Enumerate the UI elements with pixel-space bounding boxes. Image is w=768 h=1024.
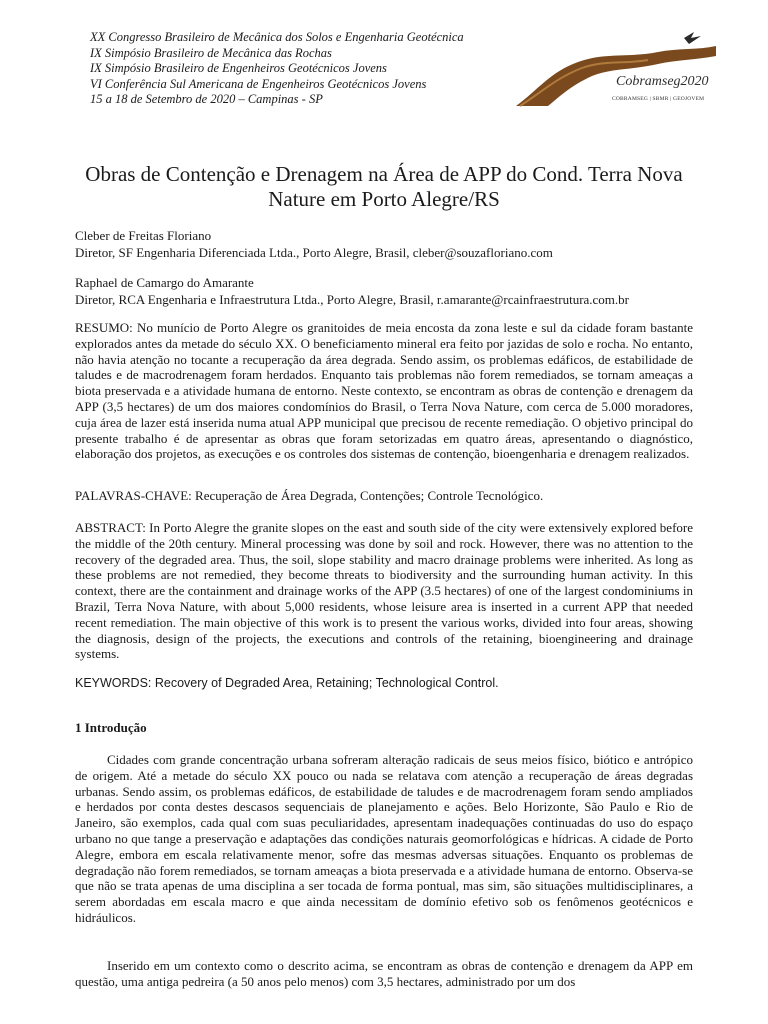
conference-header bbox=[90, 30, 520, 108]
bird-icon bbox=[684, 32, 701, 44]
palavras-chave: PALAVRAS-CHAVE: Recuperação de Área Degrada, Contenções; Controle Tecnológico. bbox=[75, 488, 544, 503]
author-affiliation: Diretor, RCA Engenharia e Infraestrutura Ltda., Porto Alegre, Brasil, r.amarante@rcainfraestrutura.com.br bbox=[75, 292, 629, 307]
section-heading: 1 Introdução bbox=[75, 720, 147, 735]
author-name: Cleber de Freitas Floriano bbox=[75, 228, 212, 243]
resumo-paragraph: RESUMO: No munício de Porto Alegre os granitoides de meia encosta da zona leste e sul da cidade foram bastante explorados antes da metade do século XX. O beneficiamento mineral era feito por jazidas de solo e rocha. No entanto, não havia atenção no tocante a recuperação da área degrada. Sendo assim, os problemas edáficos, de estabilidade de taludes e de macrodrenagem foram herdados. Enquanto tais problemas não forem remediados, se tornam ameaças a biota preservada e a atividade humana de entorno. Neste contexto, se encontram as obras de contenção e drenagem da APP (3,5 hectares) de um dos maiores condomínios do Brasil, o Terra Nova Nature, com cerca de 5.000 moradores, cuja área de lazer está inserida numa atual APP municipal que precisou de recente remediação. O objetivo principal do presente trabalho é de apresentar as obras que foram setorizadas em quatro áreas, apresentando o diagnóstico, elaboração dos projetos, as execuções e os controles dos sistemas de contenção, bioengenharia e drenagem realizados. bbox=[75, 320, 693, 462]
author-affiliation: Diretor, SF Engenharia Diferenciada Ltda., Porto Alegre, Brasil, cleber@souzafloriano.com bbox=[75, 245, 553, 260]
header-date: 15 a 18 de Setembro de 2020 – Campinas - SP bbox=[90, 92, 323, 106]
author-name: Raphael de Camargo do Amarante bbox=[75, 275, 254, 290]
intro-paragraph: Inserido em um contexto como o descrito acima, se encontram as obras de contenção e drenagem da APP em questão, uma antiga pedreira (a 50 anos pelo menos) com 3,5 hectares, administrado por um dos bbox=[75, 958, 693, 989]
paper-title: Obras de Contenção e Drenagem na Área de APP do Cond. Terra Nova Nature em Porto Alegre/RS bbox=[85, 162, 683, 211]
abstract-paragraph: ABSTRACT: In Porto Alegre the granite slopes on the east and south side of the city were extensively explored before the middle of the 20th century. Mineral processing was done by soil and rock. However, there was no attention to the recovery of the degraded area. Thus, the soil, slope stability and macro drainage problems were inherited. As long as these problems are not remedied, they become threats to biodiversity and the surrounding human activity. In this context, there are the containment and drainage works of the APP (3.5 hectares) of one of the largest condominiums in Brazil, Terra Nova Nature, with about 5,000 residents, whose leisure area is inserted in a current APP that needed recent remediation. The main objective of this work is to present the various works, divided into four areas, showing the diagnosis, design of the projects, the executions and controls of the retaining, bioengineering and drainage systems. bbox=[75, 520, 693, 662]
logo-wordmark: Cobramseg2020 bbox=[616, 74, 709, 89]
header-line: IX Simpósio Brasileiro de Engenheiros Geotécnicos Jovens bbox=[90, 61, 387, 75]
author-block-2 bbox=[75, 274, 695, 308]
header-line: VI Conferência Sul Americana de Engenheiros Geotécnicos Jovens bbox=[90, 76, 427, 91]
keywords: KEYWORDS: Recovery of Degraded Area, Retaining; Technological Control. bbox=[75, 676, 499, 690]
header-line: IX Simpósio Brasileiro de Mecânica das Rochas bbox=[90, 45, 332, 60]
author-block-1 bbox=[75, 227, 695, 261]
logo-subtitle: COBRAMSEG | SBMR | GEOJOVEM bbox=[612, 96, 705, 102]
intro-paragraph: Cidades com grande concentração urbana sofreram alteração radicais de seus meios físico, biótico e antrópico de origem. Até a metade do século XX pouco ou nada se relatava com atenção a recuperação de áreas degradas urbanas. Sendo assim, os problemas edáficos, de estabilidade de taludes e de macrodrenagem foram sendo ampliados e herdados por conta destes descasos sequenciais de planejamento e ações. Belo Horizonte, São Paulo e Rio de Janeiro, são exemplos, cada qual com suas peculiaridades, apresentam inadequações continuadas do uso do espaço urbano no que tange a preservação e adaptações das condições naturais geomorfológicas e hídricas. A cidade de Porto Alegre, embora em escala relativamente menor, sofre das mesmas adversas situações. Enquanto os problemas de degradação não forem remediados, se tornam ameaças a biota preservada e a atividade humana de entorno. Observa-se que não se trata apenas de uma disciplina a ser tocada de forma pontual, mas sim, são situações multidisciplinares, a serem abordadas em escala macro e que ainda necessitam de domínio efetivo sob os fenômenos geotécnicos e hidráulicos. bbox=[75, 752, 693, 925]
header-line: XX Congresso Brasileiro de Mecânica dos Solos e Engenharia Geotécnica bbox=[90, 30, 464, 44]
